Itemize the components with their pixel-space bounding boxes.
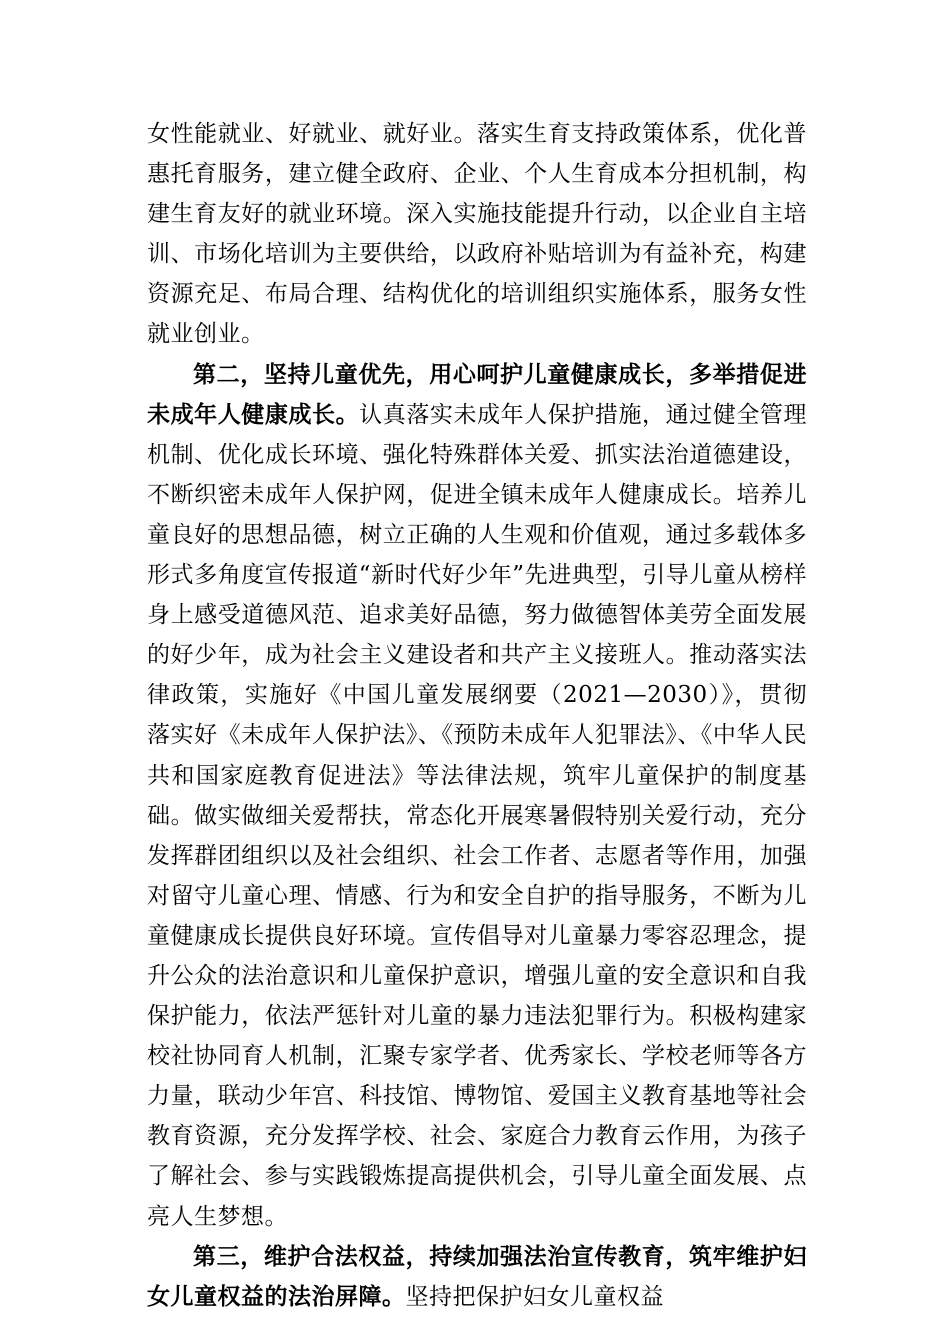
paragraph-text: 女性能就业、好就业、就好业。落实生育支持政策体系，优化普惠托育服务，建立健全政府、企业、个人生育成本分担机制，构建生育友好的就业环境。深入实施技能提升行动，以企业自主培训、市场化培训为主要供给，以政府补贴培训为有益补充，构建资源充足、布局合理、结构优化的培训组织实施体系，服务女性就业创业。 <box>147 121 807 348</box>
paragraph-text: 坚持把保护妇女儿童权益 <box>405 1283 664 1310</box>
section-heading-legal-rights: 第三，维护合法权益，持续加强法治宣传教育，筑牢维护妇女儿童权益的法治屏障。 <box>147 1242 807 1310</box>
paragraph-legal-rights <box>147 1237 807 1317</box>
section-heading-children-priority: 第二，坚持儿童优先，用心呵护儿童健康成长，多举措促进未成年人健康成长。 <box>147 360 807 428</box>
paragraph-women-employment <box>147 114 807 355</box>
document-page <box>147 114 807 1317</box>
paragraph-children-priority <box>147 355 807 1237</box>
paragraph-text: 认真落实未成年人保护措施，通过健全管理机制、优化成长环境、强化特殊群体关爱、抓实法治道德建设，不断织密未成年人保护网，促进全镇未成年人健康成长。培养儿童良好的思想品德，树立正确的人生观和价值观，通过多载体多形式多角度宣传报道“新时代好少年”先进典型，引导儿童从榜样身上感受道德风范、追求美好品德，努力做德智体美劳全面发展的好少年，成为社会主义建设者和共产主义接班人。推动落实法律政策，实施好《中国儿童发展纲要（2021—2030）》，贯彻落实好《未成年人保护法》、《预防未成年人犯罪法》、《中华人民共和国家庭教育促进法》等法律法规，筑牢儿童保护的制度基础。做实做细关爱帮扶，常态化开展寒暑假特别关爱行动，充分发挥群团组织以及社会组织、社会工作者、志愿者等作用，加强对留守儿童心理、情感、行为和安全自护的指导服务，不断为儿童健康成长提供良好环境。宣传倡导对儿童暴力零容忍理念，提升公众的法治意识和儿童保护意识，增强儿童的安全意识和自我保护能力，依法严惩针对儿童的暴力违法犯罪行为。积极构建家校社协同育人机制，汇聚专家学者、优秀家长、学校老师等各方力量，联动少年宫、科技馆、博物馆、爱国主义教育基地等社会教育资源，充分发挥学校、社会、家庭合力教育云作用，为孩子了解社会、参与实践锻炼提高提供机会，引导儿童全面发展、点亮人生梦想。 <box>147 401 808 1230</box>
